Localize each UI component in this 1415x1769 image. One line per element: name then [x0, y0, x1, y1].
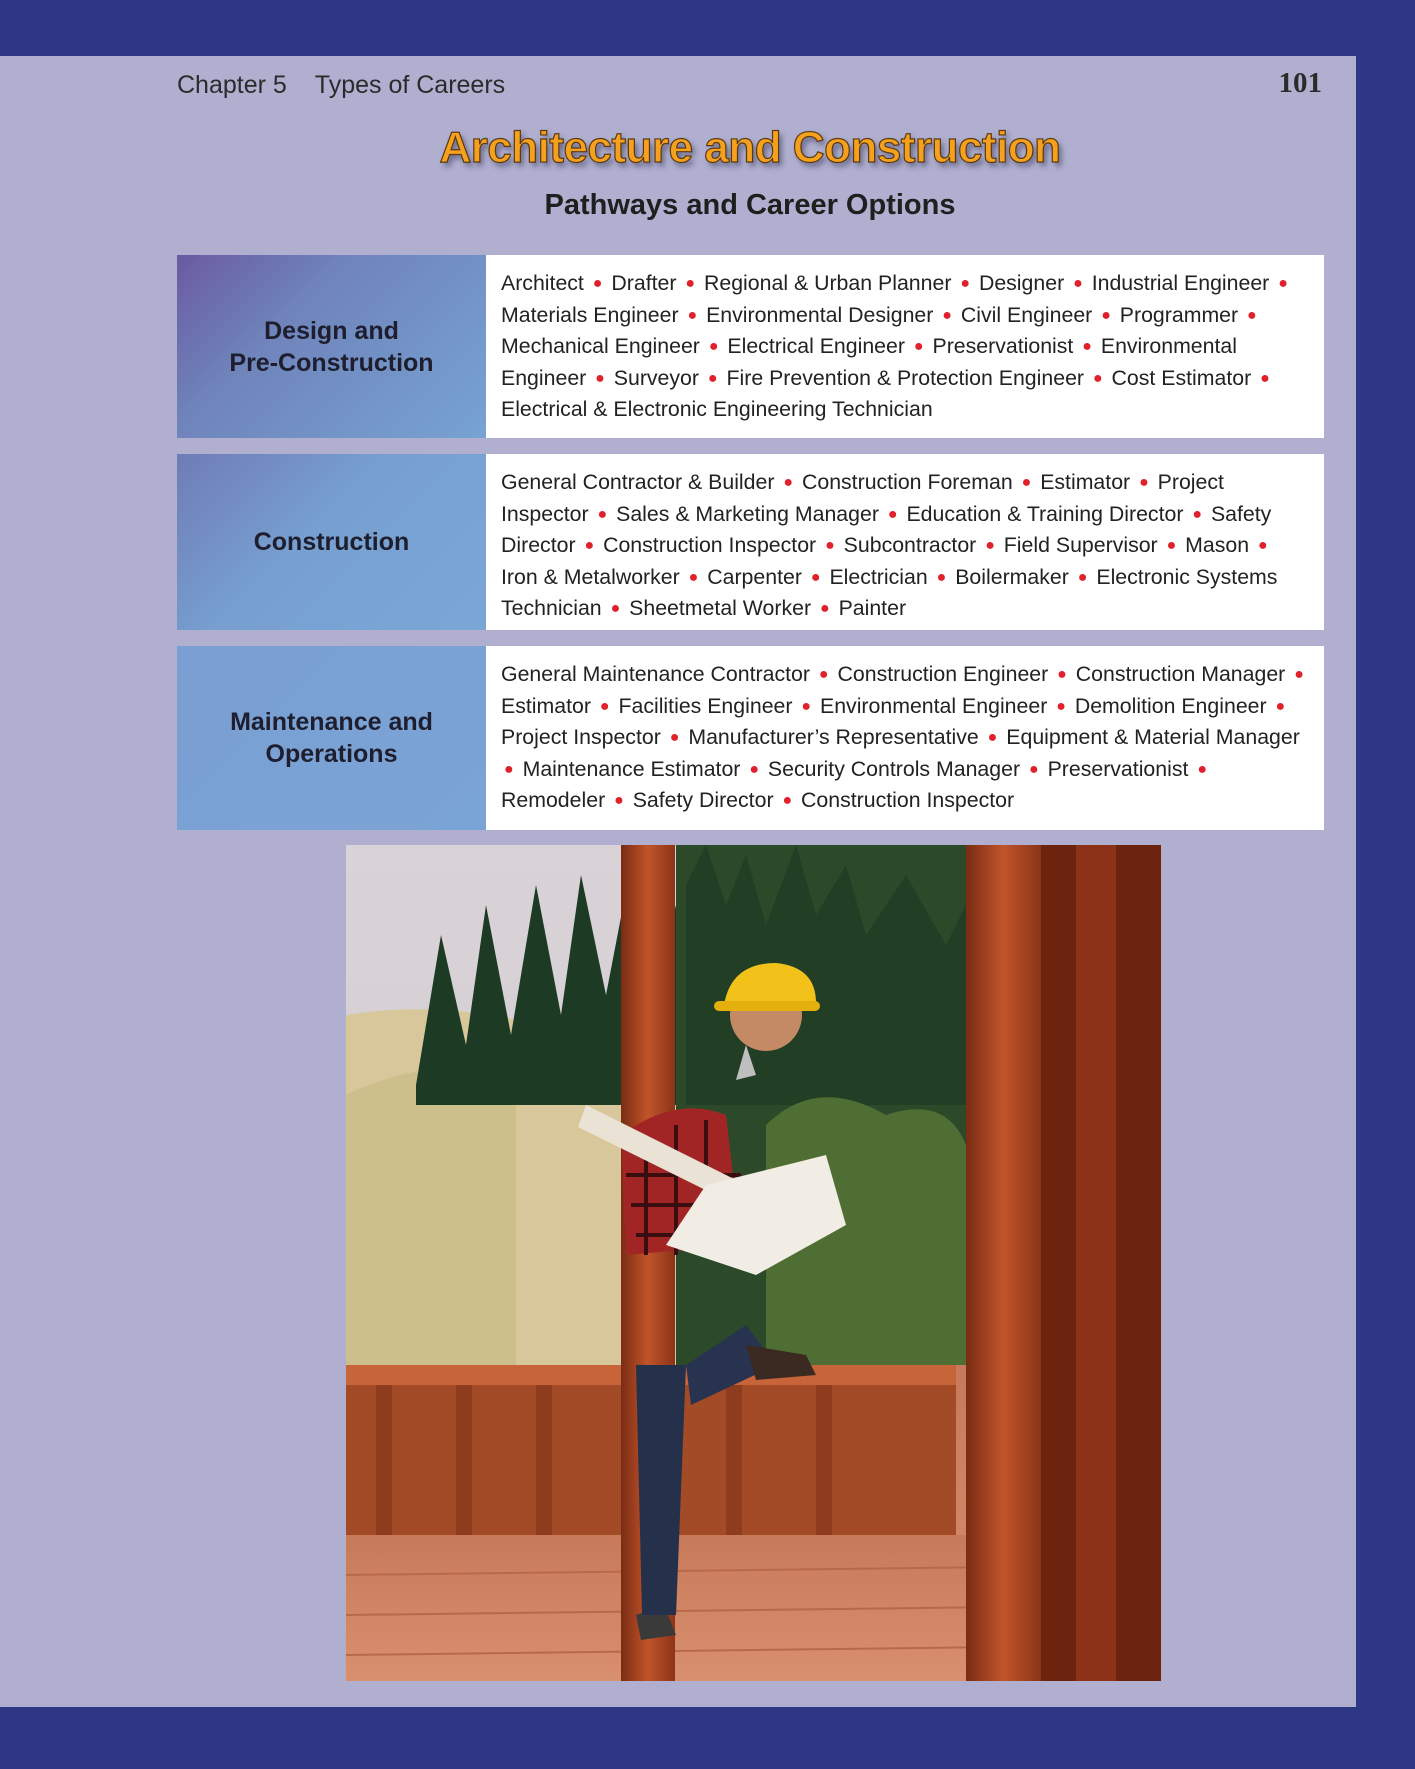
- career-item: Civil Engineer: [960, 302, 1093, 327]
- page: [0, 56, 1356, 1707]
- bullet-separator: ●: [669, 729, 680, 746]
- construction-worker-photo: [346, 845, 1161, 1681]
- pathway-label-line: Maintenance and: [230, 708, 433, 736]
- chapter-number: Chapter 5: [177, 71, 287, 99]
- career-item: Subcontractor: [843, 533, 977, 557]
- career-item: Construction Inspector: [603, 533, 817, 557]
- page-subtitle: Pathways and Career Options: [544, 189, 956, 221]
- career-item: Electrician: [829, 564, 928, 589]
- bullet-separator: ●: [610, 600, 621, 617]
- career-item: Carpenter: [707, 564, 802, 589]
- bullet-separator: ●: [1073, 275, 1083, 292]
- career-item: General Maintenance Contractor: [501, 662, 810, 686]
- bullet-separator: ●: [1021, 474, 1032, 491]
- career-item: Construction Engineer: [837, 662, 1049, 686]
- bullet-separator: ●: [749, 760, 759, 778]
- pathway-label: [177, 646, 486, 830]
- career-item: Field Supervisor: [1003, 533, 1158, 557]
- pathway-construction: [177, 454, 1324, 630]
- bullet-separator: ●: [1082, 338, 1092, 355]
- bullet-separator: ●: [1260, 369, 1270, 387]
- bullet-separator: ●: [913, 338, 924, 355]
- career-item: Drafter: [611, 271, 677, 295]
- career-item: Safety Director: [632, 788, 774, 812]
- career-item: Designer: [978, 271, 1065, 295]
- career-item: Electronic Systems Technician: [501, 564, 1278, 620]
- bullet-separator: ●: [1056, 697, 1066, 715]
- bullet-separator: ●: [614, 792, 624, 809]
- bullet-separator: ●: [1294, 666, 1304, 683]
- career-item: Sheetmetal Worker: [629, 596, 812, 620]
- career-list: [486, 255, 1324, 438]
- career-item: Manufacturer’s Representative: [688, 725, 979, 749]
- bullet-separator: ●: [708, 338, 719, 355]
- career-item: Facilities Engineer: [618, 693, 793, 718]
- bullet-separator: ●: [936, 568, 947, 586]
- bullet-separator: ●: [960, 275, 971, 292]
- bullet-separator: ●: [1166, 537, 1177, 554]
- chapter-heading: [177, 71, 505, 100]
- career-item: Project Inspector: [501, 725, 661, 749]
- pathway-label-line: Pre-Construction: [229, 348, 434, 377]
- career-item: Estimator: [501, 693, 591, 718]
- career-list: [486, 454, 1324, 630]
- career-item: Construction Foreman: [801, 470, 1013, 494]
- career-item: Painter: [838, 596, 907, 620]
- bullet-separator: ●: [942, 306, 952, 324]
- pathway-label: [177, 454, 486, 630]
- bullet-separator: ●: [597, 505, 608, 523]
- career-item: Sales & Marketing Manager: [616, 501, 879, 526]
- career-item: Environmental Engineer: [501, 334, 1237, 390]
- bullet-separator: ●: [1197, 760, 1208, 778]
- bullet-separator: ●: [1247, 306, 1257, 324]
- bullet-separator: ●: [818, 666, 829, 683]
- bullet-separator: ●: [825, 537, 835, 554]
- career-item: Iron & Metalworker: [501, 564, 680, 589]
- bullet-separator: ●: [504, 760, 514, 778]
- career-item: Programmer: [1119, 302, 1239, 327]
- bullet-separator: ●: [1278, 275, 1288, 292]
- bullet-separator: ●: [987, 729, 998, 746]
- bullet-separator: ●: [1275, 697, 1286, 715]
- career-item: Demolition Engineer: [1074, 693, 1267, 718]
- bullet-separator: ●: [783, 474, 794, 491]
- career-item: Materials Engineer: [501, 302, 679, 327]
- career-item: Mason: [1185, 533, 1250, 557]
- career-item: Electrical & Electronic Engineering Technician: [501, 397, 933, 421]
- pathway-label-line: Construction: [253, 528, 410, 556]
- bullet-separator: ●: [985, 537, 995, 554]
- career-item: Construction Inspector: [801, 788, 1015, 812]
- career-item: Electrical Engineer: [727, 334, 905, 358]
- bullet-separator: ●: [810, 568, 821, 586]
- running-head: [177, 65, 1322, 105]
- bullet-separator: ●: [1192, 505, 1203, 523]
- career-item: Environmental Designer: [706, 302, 934, 327]
- career-item: Cost Estimator: [1111, 365, 1252, 390]
- pathway-design: [177, 255, 1324, 438]
- page-title: Architecture and Construction: [439, 123, 1061, 172]
- bullet-separator: ●: [819, 600, 830, 617]
- career-item: Project Inspector: [501, 470, 1224, 526]
- bullet-separator: ●: [1077, 568, 1088, 586]
- career-item: Education & Training Director: [906, 501, 1184, 526]
- bullet-separator: ●: [801, 697, 812, 715]
- bullet-separator: ●: [1101, 306, 1111, 324]
- page-number: 101: [1278, 67, 1322, 99]
- chapter-title: Types of Careers: [314, 71, 506, 99]
- bullet-separator: ●: [887, 505, 898, 523]
- career-item: Security Controls Manager: [767, 756, 1021, 781]
- career-item: Regional & Urban Planner: [703, 271, 952, 295]
- bullet-separator: ●: [599, 697, 610, 715]
- career-item: Preservationist: [932, 334, 1074, 358]
- bullet-separator: ●: [688, 568, 699, 586]
- bullet-separator: ●: [584, 537, 595, 554]
- bullet-separator: ●: [685, 275, 696, 292]
- career-item: Fire Prevention & Protection Engineer: [726, 365, 1085, 390]
- career-item: Environmental Engineer: [820, 693, 1048, 718]
- bullet-separator: ●: [782, 792, 793, 809]
- bullet-separator: ●: [1139, 474, 1149, 491]
- career-item: Industrial Engineer: [1091, 271, 1270, 295]
- pathways-table: [177, 255, 1324, 846]
- career-item: Maintenance Estimator: [522, 756, 741, 781]
- career-item: Boilermaker: [955, 564, 1069, 589]
- career-item: Safety Director: [501, 501, 1272, 557]
- bullet-separator: ●: [592, 275, 603, 292]
- bullet-separator: ●: [1258, 537, 1268, 554]
- bullet-separator: ●: [595, 369, 605, 387]
- pathway-maintenance: [177, 646, 1324, 830]
- career-item: General Contractor & Builder: [501, 470, 775, 494]
- career-item: Equipment & Material Manager: [1006, 725, 1300, 749]
- bullet-separator: ●: [1092, 369, 1103, 387]
- bullet-separator: ●: [1028, 760, 1039, 778]
- career-item: Construction Manager: [1075, 662, 1286, 686]
- pathway-label: [177, 255, 486, 438]
- bullet-separator: ●: [707, 369, 718, 387]
- career-item: Surveyor: [613, 365, 699, 390]
- bullet-separator: ●: [1057, 666, 1067, 683]
- career-item: Remodeler: [501, 788, 606, 812]
- career-list: [486, 646, 1324, 830]
- career-item: Mechanical Engineer: [501, 334, 700, 358]
- bullet-separator: ●: [687, 306, 698, 324]
- pathway-label-line: Design and: [264, 316, 399, 345]
- pathway-label-line: Operations: [265, 740, 398, 768]
- career-item: Estimator: [1040, 470, 1131, 494]
- career-item: Preservationist: [1047, 756, 1189, 781]
- career-item: Architect: [501, 271, 584, 295]
